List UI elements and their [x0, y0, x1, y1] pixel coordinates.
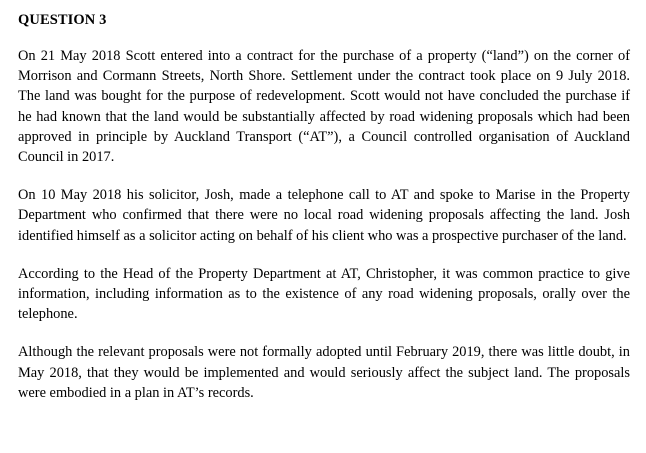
- paragraph-common-practice: According to the Head of the Property Department at AT, Christopher, it was common practice to give information, including information as to the existence of any road widening proposals, orally over the telephone.: [18, 265, 630, 323]
- paragraph-proposals: Although the relevant proposals were not formally adopted until February 2019, there was little doubt, in May 2018, that they would be implemented and would seriously affect the subject land. The proposals were embodied in a plan in AT’s records.: [18, 344, 630, 401]
- question-heading: QUESTION 3: [18, 12, 107, 28]
- document-page: [18, 10, 630, 403]
- paragraph-contract: On 21 May 2018 Scott entered into a contract for the purchase of a property (“land”) on the corner of Morrison and Cormann Streets, North Shore. Settlement under the contract took place on 9 July 2018. The land was bought for the purpose of redevelopment. Scott would not have concluded the purchase if he had known that the land would be substantially affected by road widening proposals which had been approved in principle by Auckland Transport (“AT”), a Council controlled organisation of Auckland Council in 2017.: [18, 48, 630, 166]
- paragraph-telephone-call: On 10 May 2018 his solicitor, Josh, made a telephone call to AT and spoke to Marise in the Property Department who confirmed that there were no local road widening proposals affecting the land. Josh identified himself as a solicitor acting on behalf of his client who was a prospective purchaser of the land.: [18, 187, 630, 244]
